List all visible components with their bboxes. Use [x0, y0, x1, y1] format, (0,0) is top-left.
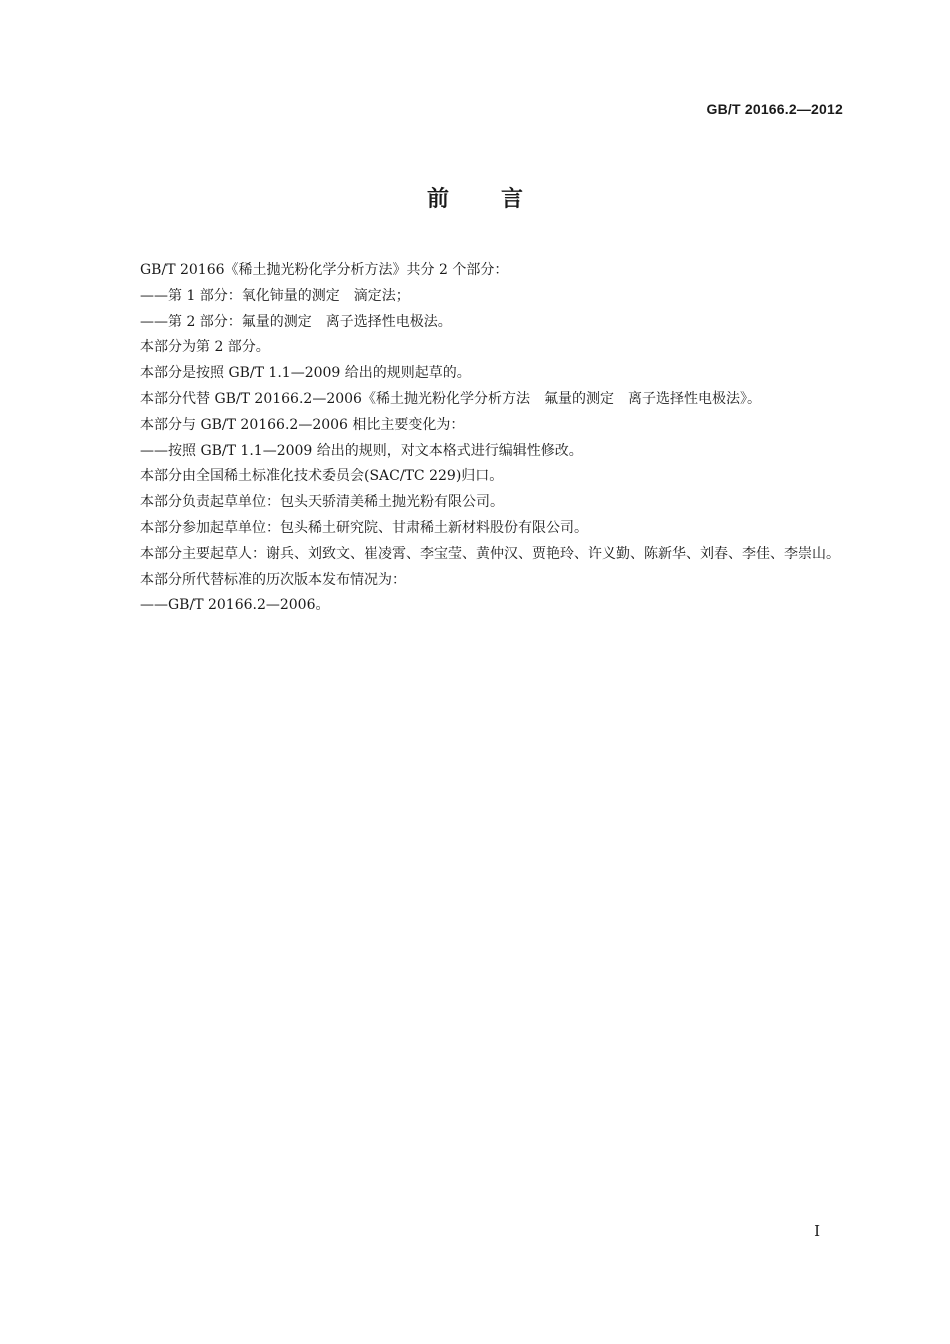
paragraph-this-part: 本部分为第 2 部分。 [140, 339, 270, 356]
paragraph-history-intro: 本部分所代替标准的历次版本发布情况为： [140, 571, 406, 588]
paragraph-change-item: ——按照 GB/T 1.1—2009 给出的规则，对文本格式进行编辑性修改。 [140, 442, 583, 459]
paragraph-replaces: 本部分代替 GB/T 20166.2—2006《稀土抛光粉化学分析方法 氟量的测定 离子选择性电极法》。 [140, 390, 761, 407]
page-title [0, 182, 950, 213]
page-number: I [814, 1222, 820, 1240]
title-char-1: 前 [426, 187, 449, 212]
paragraph-responsible-unit: 本部分负责起草单位：包头天骄清美稀土抛光粉有限公司。 [140, 494, 504, 511]
paragraph-changes-intro: 本部分与 GB/T 20166.2—2006 相比主要变化为： [140, 416, 465, 433]
foreword-body [108, 258, 844, 619]
standard-code: GB/T 20166.2—2012 [706, 101, 843, 117]
paragraph-committee: 本部分由全国稀土标准化技术委员会(SAC/TC 229)归口。 [140, 468, 504, 485]
paragraph-drafting-rules: 本部分是按照 GB/T 1.1—2009 给出的规则起草的。 [140, 365, 471, 382]
paragraph-parts-intro: GB/T 20166《稀土抛光粉化学分析方法》共分 2 个部分： [140, 262, 509, 278]
paragraph-history-item: ——GB/T 20166.2—2006。 [140, 597, 330, 614]
paragraph-participating-units: 本部分参加起草单位：包头稀土研究院、甘肃稀土新材料股份有限公司。 [140, 519, 588, 536]
paragraph-drafters: 本部分主要起草人：谢兵、刘致文、崔凌霄、李宝莹、黄仲汉、贾艳玲、许义勤、陈新华、刘春、李佳、李崇山。 [140, 545, 840, 562]
paragraph-part-2: ——第 2 部分：氟量的测定 离子选择性电极法。 [140, 313, 452, 330]
paragraph-part-1: ——第 1 部分：氧化铈量的测定 滴定法； [140, 287, 410, 304]
title-char-2: 言 [501, 187, 524, 212]
